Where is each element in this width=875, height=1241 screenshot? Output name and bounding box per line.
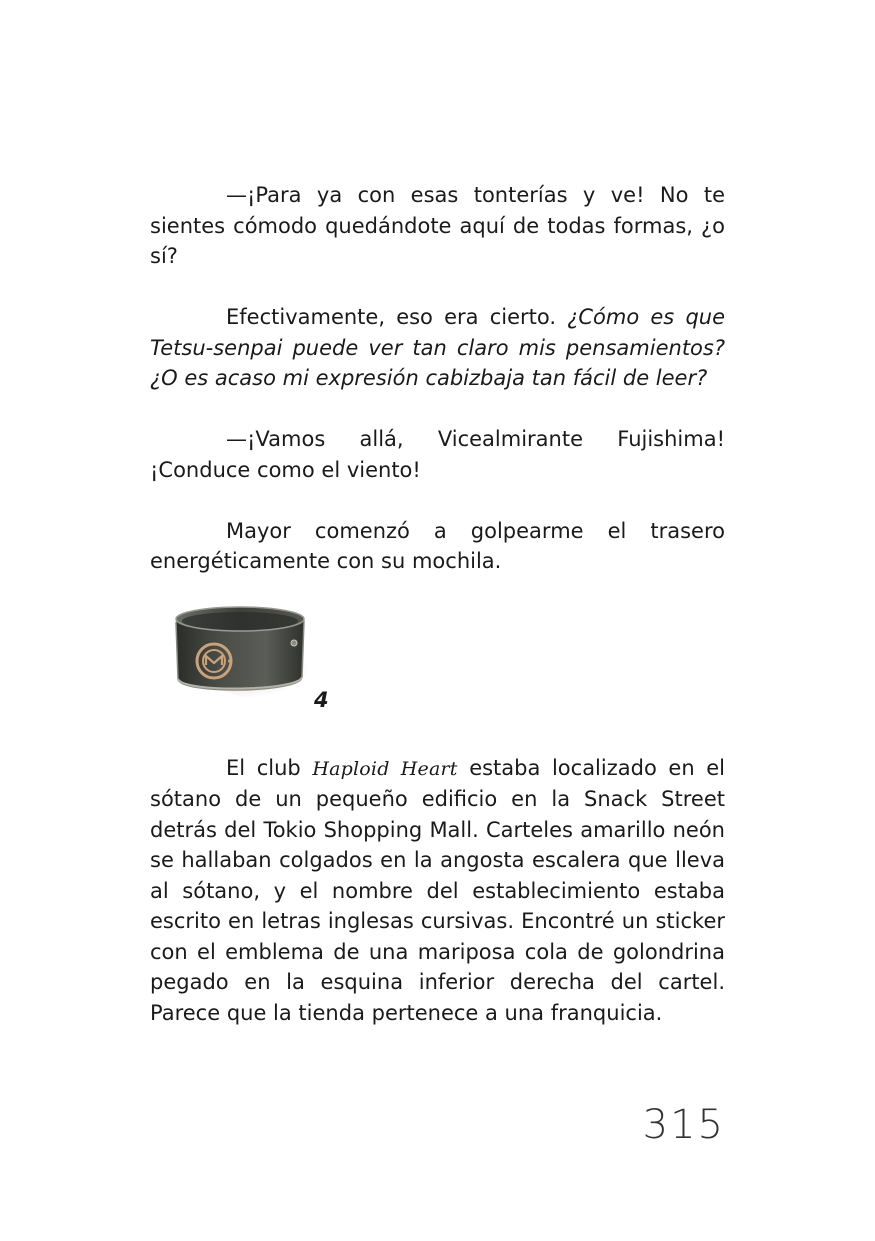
paragraph-2-plain: Efectivamente, eso era cierto. xyxy=(226,305,568,329)
paragraph-5-start: El club xyxy=(226,755,313,780)
club-name: Haploid Heart xyxy=(312,757,458,780)
paragraph-3 xyxy=(150,424,725,485)
armband-emblem-icon xyxy=(170,599,310,699)
paragraph-1 xyxy=(150,180,725,272)
section-number: 4 xyxy=(314,687,329,712)
paragraph-4 xyxy=(150,516,725,577)
paragraph-2 xyxy=(150,302,725,394)
page-body xyxy=(150,180,725,1059)
page-number: 315 xyxy=(642,1102,725,1148)
paragraph-5 xyxy=(150,753,725,1029)
paragraph-4-text: Mayor comenzó a golpearme el trasero energéticamente con su mochila. xyxy=(150,518,725,573)
paragraph-2-thought: ¿Cómo es que Tetsu-senpai puede ver tan claro mis pensamientos? ¿O es acaso mi expresión cabizbaja tan fácil de leer? xyxy=(150,305,725,390)
paragraph-3-text: —¡Vamos allá, Vicealmirante Fujishima! ¡Conduce como el viento! xyxy=(150,427,725,482)
section-divider xyxy=(150,599,725,723)
paragraph-1-text: —¡Para ya con esas tonterías y ve! No te sientes cómodo quedándote aquí de todas formas, ¿o sí? xyxy=(150,183,725,268)
paragraph-5-end: estaba localizado en el sótano de un pequeño edificio en la Snack Street detrás del Tokio Shopping Mall. Carteles amarillo neón se hallaban colgados en la angosta escalera que lleva al sótano, y el nombre del establecimiento estaba escrito en letras inglesas cursivas. Encontré un sticker con el emblema de una mariposa cola de golondrina pegado en la esquina inferior derecha del cartel. Parece que la tienda pertenece a una franquicia. xyxy=(150,755,725,1025)
